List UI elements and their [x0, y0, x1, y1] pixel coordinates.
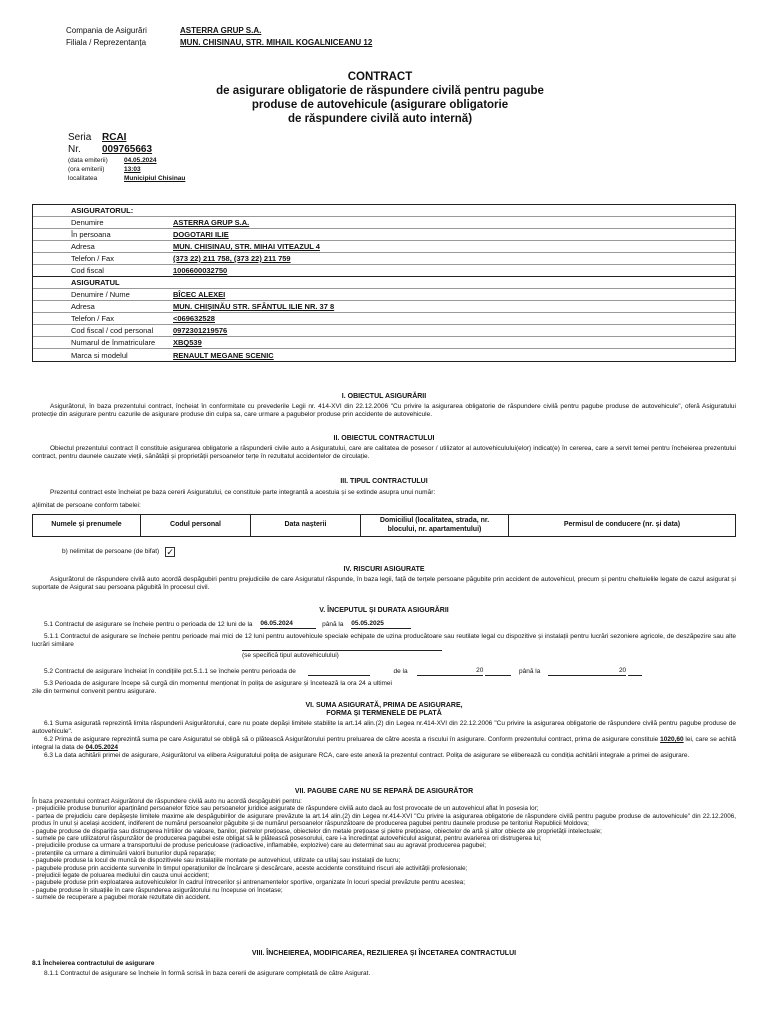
- s6-p2-text-b: lei, care se achită integral la data de: [32, 736, 736, 751]
- parties-box: [32, 204, 736, 362]
- section-1-title: I. OBIECTUL ASIGURĂRII: [341, 393, 427, 400]
- s6-payment-date: 04.05.2024: [85, 744, 119, 751]
- section-2-title: II. OBIECTUL CONTRACTULUI: [333, 435, 435, 442]
- insurer-heading: ASIGURATORUL:: [33, 205, 735, 217]
- row-key: Cod fiscal: [71, 266, 104, 275]
- place-label: localitatea: [68, 175, 98, 182]
- s5-from-date: 06.05.2024: [260, 620, 316, 629]
- section-6-p2: [32, 736, 736, 752]
- insured-row: [33, 337, 735, 349]
- row-key: Numarul de înmatriculare: [71, 338, 156, 347]
- section-6-p1: 6.1 Suma asigurată reprezintă limita răspunderii Asigurătorului, care nu poate depăși limitele stabilite la art.14 alin.(2) din Legea nr.414-XVI din 22.12.2006 "Cu privire la asigurarea obligatorie de răspundere civilă pentru pagube produse de autovehicule".: [32, 720, 736, 735]
- row-key: Adresa: [71, 302, 95, 311]
- insured-row: [33, 289, 735, 301]
- row-key: Cod fiscal / cod personal: [71, 326, 154, 335]
- section-3-text: Prezentul contract este încheiat pe baza cererii Asiguratului, ce constituie parte integrantă a acestuia și se extinde asupra unui număr:: [50, 489, 436, 496]
- insured-row: [33, 325, 735, 337]
- section-8-subtitle: 8.1 Încheierea contractului de asigurare: [32, 960, 155, 967]
- insured-row: [33, 313, 735, 325]
- row-value: MUN. CHISINAU, STR. MIHAI VITEAZUL 4: [173, 242, 320, 251]
- section-4-text: Asigurătorul de răspundere civilă auto acordă despăgubiri pentru prejudiciile de care Asiguratul răspunde, în baza legii, față de terțele persoane păgubite prin accident de autovehicul, precum și pentru cheltuielile legate de cazul asigurat și suportate de Asigurat sau persoana păgubită în procesul civil.: [32, 576, 736, 591]
- nr-value: 009765663: [102, 144, 153, 155]
- s5-to-date: 05.05.2025: [351, 620, 411, 629]
- title-line-4: de răspundere civilă auto internă): [287, 113, 473, 125]
- serie-value: RCAI: [102, 132, 127, 143]
- insurer-row: [33, 241, 735, 253]
- list-item: În baza prezentului contract Asigurătorul de răspundere civilă auto nu acordă despăgubiri pentru:: [32, 798, 302, 805]
- row-key: Denumire: [71, 218, 104, 227]
- list-item: - pagube produse de dispariția sau distrugerea hîrtiilor de valoare, banilor, pietrelor prețioase, obiectelor din metale prețioase și pietre prețioase, obiectelor de artă și altor obiecte ale proprietății intelectuale;: [32, 827, 602, 835]
- section-8-title: VIII. ÎNCHEIEREA, MODIFICAREA, REZILIEREA ȘI ÎNCETAREA CONTRACTULUI: [251, 950, 517, 957]
- section-1-text: Asigurătorul, în baza prezentului contract, încheiat în conformitate cu prevederile Legii nr. 414-XVI din 22.12.2006 "Cu privire la asigurarea obligatorie de răspundere civilă pentru pagube produse de autovehicule", oferă Asiguratului protecție din asigurare pentru cazurile de asigurare produse din culpa sa, care urmare a pagubelor produse prin accidente de autovehicule.: [32, 403, 736, 418]
- row-value: (373 22) 211 758, (373 22) 211 759: [173, 254, 291, 263]
- section-5-hint: (se specifică tipul autovehiculului): [242, 650, 442, 660]
- s5-p1-text: 5.1 Contractul de asigurare se încheie pentru o perioada de 12 luni de la: [44, 621, 253, 628]
- insurer-row: [33, 217, 735, 229]
- section-8-p1: 8.1.1 Contractul de asigurare se încheie în formă scrisă în baza cererii de asigurare completată de către Asigurat.: [44, 970, 371, 977]
- col-license: Permisul de conducere (nr. și data): [509, 515, 736, 537]
- row-value: 0972301219576: [173, 326, 228, 335]
- section-7-title: VII. PAGUBE CARE NU SE REPARĂ DE ASIGURĂTOR: [294, 788, 474, 795]
- section-3-title: III. TIPUL CONTRACTULUI: [340, 478, 428, 485]
- list-item: - pagubele produse prin accidente survenite în timpul operațiunilor de încărcare și descărcare, aceste accidente constituind riscuri ale activității profesionale;: [32, 864, 468, 872]
- col-birth-date: Data nașterii: [251, 515, 361, 537]
- section-5-p2: [32, 667, 736, 676]
- row-key: Telefon / Fax: [71, 314, 114, 323]
- section-6-title-1: VI. SUMA ASIGURATĂ, PRIMA DE ASIGURARE,: [305, 702, 463, 709]
- title-line-3: produse de autovehicule (asigurare obligatorie: [251, 99, 509, 111]
- row-value: ASTERRA GRUP S.A.: [173, 218, 250, 227]
- insured-row: [33, 301, 735, 313]
- date-value: 04.05.2024: [124, 157, 157, 164]
- row-value: <069632528: [173, 314, 215, 323]
- time-label: (ora emiterii): [68, 166, 105, 173]
- title-line-1: CONTRACT: [347, 71, 413, 83]
- list-item: - pagubele produse la locul de muncă de dispozitivele sau instalațiile montate pe autovehicul, utilizate ca utilaj sau instalații de lucru;: [32, 857, 401, 865]
- list-item: - pagubele produse prin exploatarea autovehiculelor în cadrul întrecerilor și antrenamentelor sportive, organizate în locuri special prevăzute pentru acestea;: [32, 879, 465, 887]
- section-5-p11: 5.1.1 Contractul de asigurare se încheie pentru perioade mai mici de 12 luni pentru autovehicule speciale echipate de uzina producătoare sau reutilate legal cu dispozitive și instalații pentru lucrări sezoniere agricole, de deszăpezire sau alte lucrări similare: [32, 633, 736, 648]
- s5-year-a-blank: [485, 675, 511, 676]
- s5-p2-text: 5.2 Contractul de asigurare încheiat în condițiile pct.5.1.1 se încheie pentru perioada de: [44, 668, 296, 675]
- section-7-list: [32, 798, 736, 902]
- place-value: Municipiul Chisinau: [124, 175, 186, 182]
- section-6-p3: 6.3 La data achitării primei de asigurare, Asigurătorul va elibera Asiguratului polița de asigurare RCA, care este anexă la prezentul contract. Polița de asigurare se eliberează cu condiția achitării integrale a primei de asigurare.: [44, 752, 690, 759]
- persons-table: [32, 514, 736, 537]
- company-header: [66, 26, 372, 50]
- s5-period-blank: [308, 675, 370, 676]
- list-item: - sumele pe care utilizatorul răspunzător de producerea pagubei este obligat să le plătească posesorului, care i-a încredințat autovehiculul asigurat, pentru avarierea ori distrugerea lui;: [32, 835, 542, 843]
- checkbox-checked-icon[interactable]: ✓: [166, 547, 174, 557]
- section-5-p3: 5.3 Perioada de asigurare începe să curgă din momentul menționat în polița de asigurare și încetează la ora 24 a ultimei zile din termenul convenit pentru asigurare.: [32, 680, 392, 695]
- company-value: ASTERRA GRUP S.A.: [180, 26, 262, 35]
- row-key: Denumire / Nume: [71, 290, 130, 299]
- list-item: - sumele de recuperare a pagubei morale rezultate din accident.: [32, 894, 211, 902]
- row-value: 1006600032750: [173, 266, 228, 275]
- s5-from-label: de la: [393, 668, 408, 675]
- branch-value: MUN. CHISINAU, STR. MIHAIL KOGALNICEANU 12: [180, 38, 373, 47]
- s5-until-label: până la: [322, 621, 344, 628]
- insured-heading: ASIGURATUL: [33, 277, 735, 289]
- insurer-row: [33, 229, 735, 241]
- row-value: RENAULT MEGANE SCENIC: [173, 350, 274, 360]
- row-value: DOGOTARI ILIE: [173, 230, 229, 239]
- s6-premium-sum: 1020,60: [660, 736, 684, 743]
- contract-title: [150, 70, 610, 126]
- section-2-text: Obiectul prezentului contract îl constituie asigurarea obligatorie a răspunderii civile auto a Asiguratului, care are calitatea de posesor / utilizator al autovehiculului(elor) indicat(e) în cererea, care a servit temei pentru încheierea prezentului contract, pentru daunele cauzate vieții, sănătății și proprietății persoanelor terțe în rezultatul accidentelor de circulație.: [32, 445, 736, 460]
- list-item: - pagube produse în situațiile în care răspunderea asigurătorului nu începuse ori încetase;: [32, 886, 283, 894]
- list-item: - pretențiile ca urmare a diminuării valorii bunurilor după reparație;: [32, 849, 216, 857]
- section-5-title: V. ÎNCEPUTUL ȘI DURATA ASIGURĂRII: [319, 607, 449, 614]
- list-item: - prejudicii legate de poluarea mediului din cauza unui accident;: [32, 872, 210, 880]
- row-value: BÎCEC ALEXEI: [173, 290, 226, 299]
- row-key: Telefon / Fax: [71, 254, 114, 263]
- section-6-title-2: FORMA ȘI TERMENELE DE PLATĂ: [326, 710, 442, 717]
- branch-label: Filiala / Reprezentanța: [66, 38, 147, 47]
- section-3-limited: a)limitat de persoane conform tabelei:: [32, 502, 141, 509]
- row-key: Adresa: [71, 242, 95, 251]
- time-value: 13:03: [124, 166, 141, 173]
- company-label: Compania de Asigurări: [66, 26, 147, 35]
- date-label: (data emiterii): [68, 157, 108, 164]
- nr-label: Nr.: [68, 144, 81, 155]
- insurer-row: [33, 265, 735, 277]
- contract-series: [68, 132, 185, 183]
- row-key: Marca si modelul: [71, 350, 128, 360]
- row-key: În persoana: [71, 230, 111, 239]
- col-personal-code: Codul personal: [141, 515, 251, 537]
- list-item: - partea de prejudiciu care depășește limitele maxime ale despăgubirilor de asigurare prevăzute la art.14 alin.(2) din Legea nr.414-XVI "Cu privire la asigurarea obligatorie de răspundere civilă pentru pagube produse de autovehicule" din 22.12.2006, produs în unul și același accident, indiferent de numărul persoanelor păgubite și de numărul persoanelor răspunzătoare de producerea pagubei pentru daunele produse pe teritoriul Republicii Moldova;: [32, 812, 736, 828]
- s5-year-a: 20: [417, 667, 483, 676]
- unlimited-label: b) nelimitat de persoane (de bifat): [62, 548, 160, 556]
- unlimited-persons-option: [62, 547, 175, 557]
- section-4-title: IV. RISCURI ASIGURATE: [343, 566, 425, 573]
- serie-label: Seria: [68, 132, 92, 143]
- row-value: MUN. CHIȘINĂU STR. SFÂNTUL ILIE NR. 37 8: [173, 302, 335, 311]
- insured-row: [33, 349, 735, 361]
- col-name: Numele și prenumele: [33, 515, 141, 537]
- s5-until-label-2: până la: [519, 668, 541, 675]
- col-address: Domiciliul (localitatea, strada, nr. blocului, nr. apartamentului): [361, 515, 509, 537]
- row-value: XBQ539: [173, 338, 202, 347]
- s5-year-b-blank: [628, 675, 642, 676]
- s5-year-b: 20: [548, 667, 626, 676]
- list-item: - prejudiciile produse bunurilor aparținând persoanelor fizice sau persoanelor juridice asigurate de răspundere civilă auto dacă au fost provocate de un autovehicul aflat în posesia lor;: [32, 805, 539, 813]
- section-5-p1: [32, 620, 736, 629]
- insurer-row: [33, 253, 735, 265]
- list-item: - prejudiciile produse ca urmare a transportului de produse periculoase (radioactive, inflamabile, explozive) care au determinat sau au agravat producerea pagubei;: [32, 842, 486, 850]
- title-line-2: de asigurare obligatorie de răspundere civilă pentru pagube: [216, 85, 544, 97]
- s6-p2-text: 6.2 Prima de asigurare reprezintă suma pe care Asiguratul se obligă să o plătească Asigurătorului pentru preluarea de către acesta a riscului în asigurare. Conform prezentului contract, prima de asigurare constituie: [44, 736, 659, 743]
